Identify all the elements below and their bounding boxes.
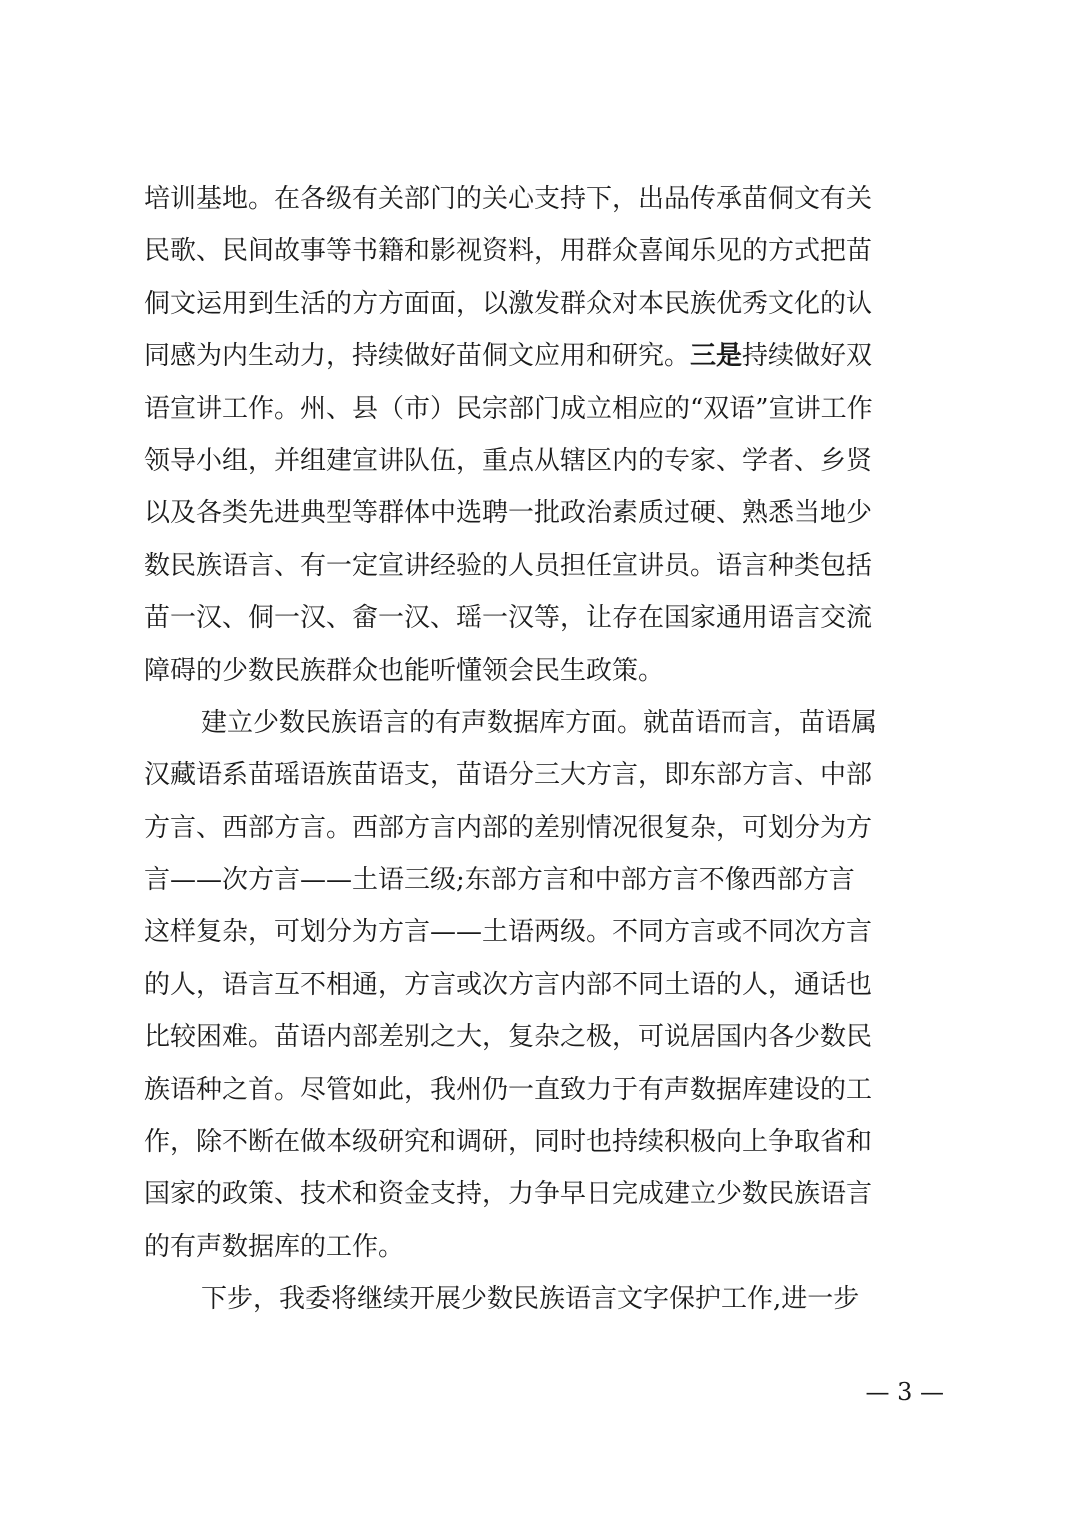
text-line — [144, 854, 944, 906]
line-text: 比较困难。苗语内部差别之大，复杂之极，可说居国内各少数民 — [144, 1022, 873, 1053]
line-text: 言——次方言——土语三级;东部方言和中部方言不像西部方言 — [144, 865, 855, 896]
text-line — [144, 1168, 944, 1220]
text-line — [144, 592, 944, 644]
text-line — [144, 1221, 944, 1273]
text-line — [144, 697, 944, 749]
text-line — [144, 1116, 944, 1168]
line-text: 数民族语言、有一定宣讲经验的人员担任宣讲员。语言种类包括 — [144, 550, 873, 581]
line-text: 作，除不断在做本级研究和调研，同时也持续积极向上争取省和 — [144, 1127, 873, 1158]
text-line — [144, 435, 944, 487]
text-line — [144, 383, 944, 435]
line-text-after: 持续做好双 — [742, 341, 873, 372]
page-number: — 3 — — [865, 1378, 944, 1406]
text-line — [144, 278, 944, 330]
text-line — [144, 225, 944, 277]
line-text: 汉藏语系苗瑶语族苗语支，苗语分三大方言，即东部方言、中部 — [144, 760, 873, 791]
text-line — [144, 959, 944, 1011]
line-text: 语宣讲工作。州、县（市）民宗部门成立相应的“双语”宣讲工作 — [144, 393, 873, 424]
bold-lead-in: 三是 — [690, 341, 743, 372]
text-line — [144, 1011, 944, 1063]
line-text: 苗一汉、侗一汉、畲一汉、瑶一汉等，让存在国家通用语言交流 — [144, 603, 873, 634]
text-line — [144, 330, 944, 382]
text-line — [144, 802, 944, 854]
line-text: 方言、西部方言。西部方言内部的差别情况很复杂，可划分为方 — [144, 812, 873, 843]
text-line — [144, 906, 944, 958]
line-text: 领导小组，并组建宣讲队伍，重点从辖区内的专家、学者、乡贤 — [144, 445, 873, 476]
body-text — [144, 173, 944, 1326]
line-text: 国家的政策、技术和资金支持，力争早日完成建立少数民族语言 — [144, 1179, 873, 1210]
line-text: 以及各类先进典型等群体中选聘一批政治素质过硬、熟悉当地少 — [144, 498, 873, 529]
text-line — [144, 540, 944, 592]
text-line — [144, 1273, 944, 1325]
line-text: 障碍的少数民族群众也能听懂领会民生政策。 — [144, 655, 665, 686]
line-text: 的人，语言互不相通，方言或次方言内部不同土语的人，通话也 — [144, 969, 873, 1000]
text-line — [144, 173, 944, 225]
text-line — [144, 1064, 944, 1116]
line-text: 民歌、民间故事等书籍和影视资料，用群众喜闻乐见的方式把苗 — [144, 236, 873, 267]
line-text: 建立少数民族语言的有声数据库方面。就苗语而言，苗语属 — [201, 707, 878, 738]
line-text — [144, 330, 872, 382]
line-text: 下步，我委将继续开展少数民族语言文字保护工作,进一步 — [201, 1284, 860, 1315]
text-line — [144, 645, 944, 697]
text-line — [144, 749, 944, 801]
line-text: 这样复杂，可划分为方言——土语两级。不同方言或不同次方言 — [144, 917, 873, 948]
line-text: 侗文运用到生活的方方面面，以激发群众对本民族优秀文化的认 — [144, 288, 873, 319]
line-text: 族语种之首。尽管如此，我州仍一直致力于有声数据库建设的工 — [144, 1074, 873, 1105]
line-text: 培训基地。在各级有关部门的关心支持下，出品传承苗侗文有关 — [144, 184, 873, 214]
line-text-before: 同感为内生动力，持续做好苗侗文应用和研究。 — [144, 341, 691, 372]
line-text: 的有声数据库的工作。 — [144, 1231, 405, 1262]
text-line — [144, 487, 944, 539]
